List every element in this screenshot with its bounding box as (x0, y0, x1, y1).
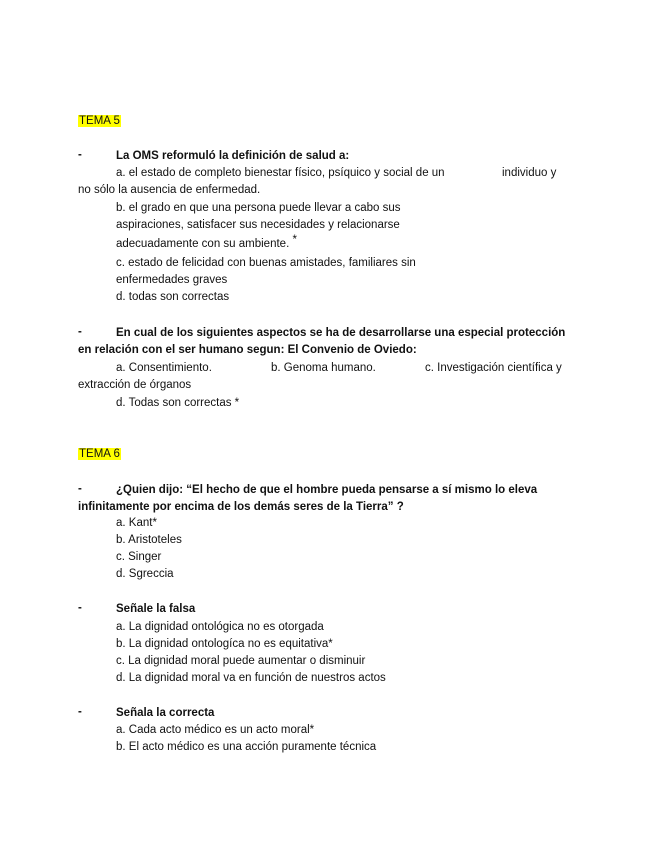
question-text-continuation: infinitamente por encima de los demás seres de la Tierra” ? (78, 501, 404, 513)
section-heading-tema-6: TEMA 6 (79, 448, 120, 460)
section-heading-tema-5: TEMA 5 (79, 115, 120, 127)
question-text: La OMS reformuló la definición de salud a: (116, 150, 350, 162)
option-c-line: c. Singer (116, 551, 162, 563)
question-text: Señala la correcta (116, 707, 215, 719)
option-c-line: enfermedades graves (116, 274, 228, 286)
option-c-line: c. La dignidad moral puede aumentar o disminuir (116, 655, 366, 667)
option-a-line-end: individuo y (502, 167, 557, 179)
question-bullet: - (78, 602, 82, 614)
question-text-continuation: en relación con el ser humano segun: El Convenio de Oviedo: (78, 344, 417, 356)
question-bullet: - (78, 706, 82, 718)
option-b-line: adecuadamente con su ambiente. * (116, 234, 297, 250)
option-d-line: d. La dignidad moral va en función de nuestros actos (116, 672, 386, 684)
option-b-line: b. La dignidad ontologíca no es equitativa* (116, 638, 333, 650)
answer-mark: * (292, 234, 297, 246)
option-b-line: b. El acto médico es una acción puramente técnica (116, 741, 377, 753)
option-a-continuation: no sólo la ausencia de enfermedad. (78, 184, 261, 196)
question-bullet: - (78, 149, 82, 161)
option-d-line: d. todas son correctas (116, 291, 230, 303)
question-bullet: - (78, 483, 82, 495)
option-a-line: a. La dignidad ontológica no es otorgada (116, 621, 324, 633)
option-a-line: a. Kant* (116, 517, 157, 529)
question-bullet: - (78, 326, 82, 338)
option-b-line: b. Aristoteles (116, 534, 182, 546)
option-c-line: c. Investigación científica y (425, 362, 562, 374)
question-text: En cual de los siguientes aspectos se ha de desarrollarse una especial protección (116, 327, 566, 339)
option-b-line: aspiraciones, satisfacer sus necesidades y relacionarse (116, 219, 400, 231)
option-d-line: d. Sgreccia (116, 568, 174, 580)
option-a-line: a. Consentimiento. (116, 362, 212, 374)
option-a-line: a. el estado de completo bienestar físico, psíquico y social de un (116, 167, 445, 179)
option-c-line: c. estado de felicidad con buenas amistades, familiares sin (116, 257, 416, 269)
option-d-line: d. Todas son correctas * (116, 397, 240, 409)
option-b-line: b. Genoma humano. (271, 362, 376, 374)
option-b-line: b. el grado en que una persona puede llevar a cabo sus (116, 202, 401, 214)
option-a-line: a. Cada acto médico es un acto moral* (116, 724, 315, 736)
option-c-continuation: extracción de órganos (78, 379, 192, 391)
question-text: Señale la falsa (116, 603, 196, 615)
question-text: ¿Quien dijo: “El hecho de que el hombre pueda pensarse a sí mismo lo eleva (116, 484, 538, 496)
